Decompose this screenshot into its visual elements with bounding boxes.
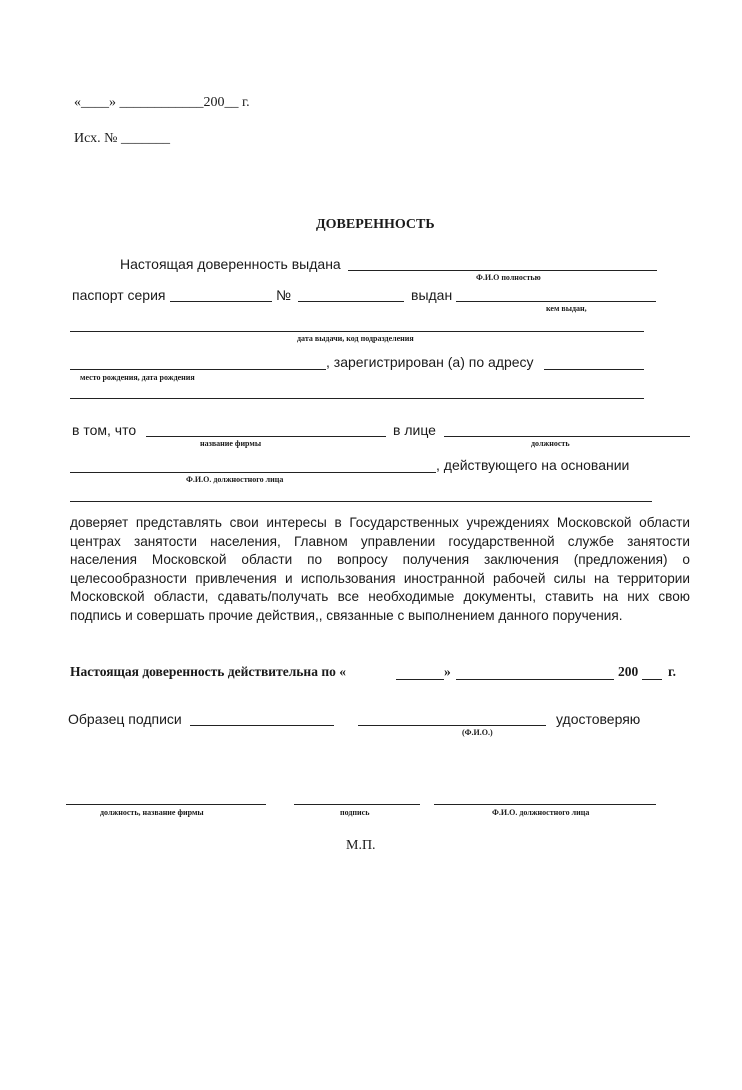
address-continuation-blank[interactable]	[70, 398, 644, 399]
passport-number-blank[interactable]	[298, 301, 404, 302]
passport-series-label: паспорт серия	[72, 287, 166, 303]
company-blank[interactable]	[146, 436, 386, 437]
issue-date-caption: дата выдачи, код подразделения	[297, 334, 414, 343]
passport-series-blank[interactable]	[170, 301, 272, 302]
signature-sample-blank[interactable]	[190, 725, 334, 726]
document-title: ДОВЕРЕННОСТЬ	[316, 217, 435, 232]
issued-by-blank[interactable]	[456, 301, 656, 302]
birth-caption: место рождения, дата рождения	[80, 373, 195, 382]
issued-to-label: Настоящая доверенность выдана	[120, 256, 341, 272]
signature-blank[interactable]	[294, 804, 420, 805]
in-person-label: в лице	[393, 422, 436, 438]
certify-label: удостоверяю	[556, 711, 641, 727]
validity-year-suffix: г.	[668, 664, 676, 679]
validity-day-blank[interactable]	[396, 679, 444, 680]
official-fio-caption: Ф.И.О. должностного лица	[492, 808, 590, 817]
issued-by-label: выдан	[411, 287, 453, 303]
validity-month-blank[interactable]	[456, 679, 614, 680]
in-that-label: в том, что	[72, 422, 137, 438]
address-blank[interactable]	[544, 369, 644, 370]
date-line: «____» ____________200__ г.	[74, 95, 250, 110]
official-name-blank[interactable]	[70, 472, 436, 473]
signature-sample-fio-caption: (Ф.И.О.)	[462, 728, 493, 737]
position-company-caption: должность, название фирмы	[100, 808, 204, 817]
issue-date-blank[interactable]	[70, 331, 644, 332]
number-sign: №	[276, 287, 292, 303]
issued-to-blank[interactable]	[348, 270, 657, 271]
seal-place: М.П.	[346, 838, 376, 853]
signature-sample-label: Образец подписи	[68, 711, 182, 727]
position-blank[interactable]	[444, 436, 690, 437]
birth-blank[interactable]	[70, 369, 326, 370]
position-caption: должность	[531, 439, 570, 448]
registered-label: , зарегистрирован (а) по адресу	[326, 354, 534, 370]
official-name-caption: Ф.И.О. должностного лица	[186, 475, 284, 484]
company-caption: название фирмы	[200, 439, 262, 448]
outgoing-number: Исх. № _______	[74, 131, 170, 146]
signature-sample-fio-blank[interactable]	[358, 725, 546, 726]
issued-to-caption: Ф.И.О полностью	[476, 273, 541, 282]
issued-by-caption: кем выдан,	[546, 304, 587, 313]
official-fio-blank[interactable]	[434, 804, 656, 805]
validity-close-quote: »	[444, 664, 451, 679]
position-company-blank[interactable]	[66, 804, 266, 805]
basis-blank[interactable]	[70, 501, 652, 502]
body-paragraph: доверяет представлять свои интересы в Государственных учреждениях Московской области центрах занятости населения, Главном управлении государственной службе занятости населения Московской области по вопросу получения заключения (предложения) о целесообразности привлечения и использования иностранной рабочей силы на территории Московской области, сдавать/получать все необходимые документы, ставить на них свою подпись и совершать прочие действия,, связанные с выполнением данного поручения.	[70, 515, 690, 623]
acting-on-basis-label: , действующего на основании	[436, 457, 630, 473]
validity-year: 200	[618, 664, 639, 679]
validity-label: Настоящая доверенность действительна по «	[70, 664, 346, 679]
validity-year-blank[interactable]	[642, 679, 662, 680]
signature-caption: подпись	[340, 808, 370, 817]
